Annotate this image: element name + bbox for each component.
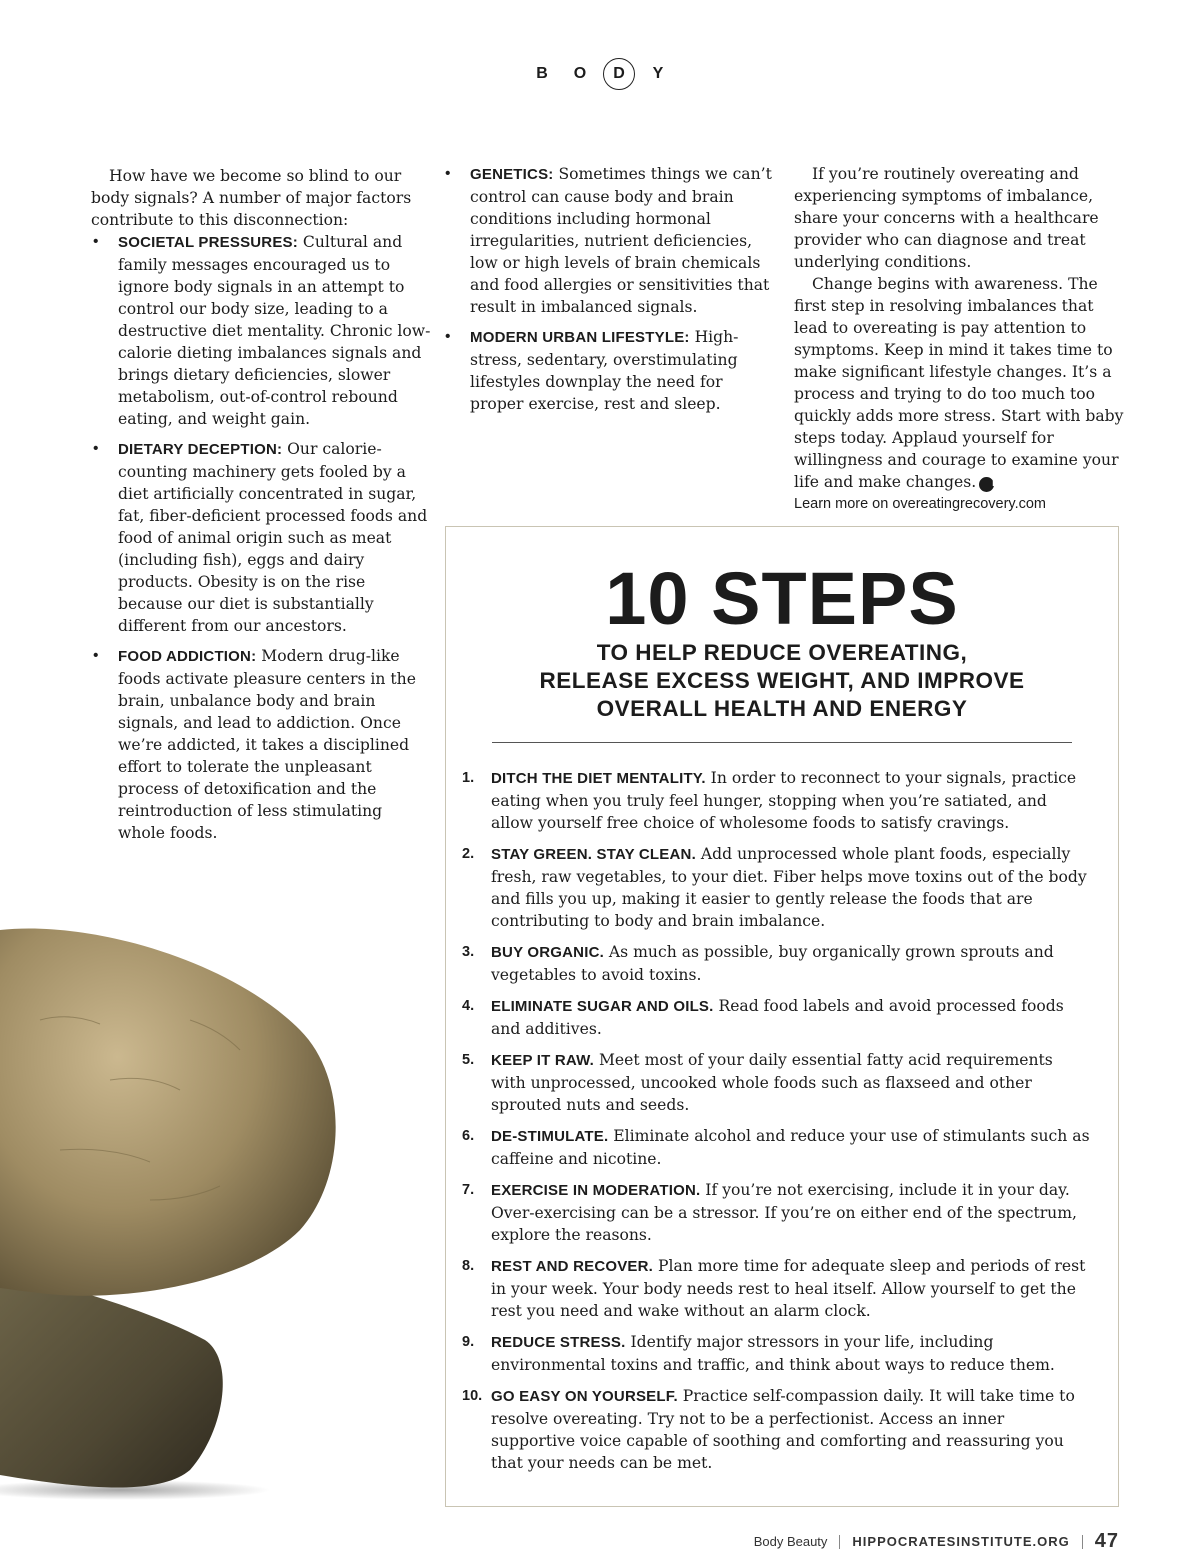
step-number: 9. xyxy=(462,1334,475,1350)
steps-list xyxy=(462,767,1092,1483)
step-text: Plan more time for adequate sleep and periods of rest in your week. Your body needs rest to heal itself. Allow yourself to get the rest you need and wake without an alarm clock. xyxy=(491,1257,1086,1320)
list-item xyxy=(443,163,773,318)
step-number: 2. xyxy=(462,846,475,862)
stones-image xyxy=(0,900,360,1500)
section-name: Body Beauty xyxy=(753,1534,828,1549)
header-letter: O xyxy=(573,65,587,82)
step-number: 10. xyxy=(462,1388,483,1404)
step-item xyxy=(462,843,1092,932)
step-title: REDUCE STRESS. xyxy=(491,1334,626,1351)
step-item xyxy=(462,1179,1092,1246)
column-2 xyxy=(443,163,773,423)
learn-more-link[interactable]: Learn more on overeatingrecovery.com xyxy=(794,496,1046,512)
step-title: DE-STIMULATE. xyxy=(491,1128,609,1145)
page-number: 47 xyxy=(1094,1530,1119,1552)
item-lead: DIETARY DECEPTION: xyxy=(118,441,283,458)
column-3 xyxy=(794,163,1124,515)
factor-list-continued xyxy=(443,163,773,415)
subtitle-line: TO HELP REDUCE OVEREATING, xyxy=(596,640,968,665)
step-number: 7. xyxy=(462,1182,475,1198)
step-text: Read food labels and avoid processed foods and additives. xyxy=(491,997,1064,1038)
step-item xyxy=(462,1125,1092,1170)
item-lead: MODERN URBAN LIFESTYLE: xyxy=(470,329,690,346)
item-text: High-stress, sedentary, overstimulating lifestyles downplay the need for proper exercise, rest and sleep. xyxy=(470,328,739,413)
step-item xyxy=(462,1049,1092,1116)
subtitle-line: RELEASE EXCESS WEIGHT, AND IMPROVE xyxy=(539,668,1025,693)
section-letters xyxy=(523,58,677,90)
list-item xyxy=(443,326,773,415)
step-text: As much as possible, buy organically grown sprouts and vegetables to avoid toxins. xyxy=(491,943,1054,984)
intro-paragraph: How have we become so blind to our body signals? A number of major factors contribute to this disconnection: xyxy=(91,167,412,229)
step-item xyxy=(462,995,1092,1040)
step-text: Add unprocessed whole plant foods, especially fresh, raw vegetables, to your diet. Fiber helps move toxins out of the body and fills you up, making it easier to gently release the foods that are contributing to body and brain imbalance. xyxy=(491,845,1087,930)
step-number: 1. xyxy=(462,770,475,786)
factor-list xyxy=(91,231,431,844)
column-1 xyxy=(91,165,431,852)
step-title: ELIMINATE SUGAR AND OILS. xyxy=(491,998,714,1015)
step-title: BUY ORGANIC. xyxy=(491,944,604,961)
subtitle-line: OVERALL HEALTH AND ENERGY xyxy=(596,696,968,721)
step-text: In order to reconnect to your signals, practice eating when you truly feel hunger, stopping when you’re satiated, and allow yourself free choice of wholesome foods to satisfy cravings. xyxy=(491,769,1077,832)
website-link[interactable]: HIPPOCRATESINSTITUTE.ORG xyxy=(852,1534,1070,1549)
step-item xyxy=(462,941,1092,986)
body-paragraph xyxy=(794,273,1124,493)
step-title: EXERCISE IN MODERATION. xyxy=(491,1182,701,1199)
step-number: 3. xyxy=(462,944,475,960)
item-text: Modern drug-like foods activate pleasure centers in the brain, unbalance body and brain signals, and lead to addiction. Once we’re addicted, it takes a disciplined effort to tolerate the unpleasant process of detoxification and the reintroduction of less stimulating whole foods. xyxy=(118,647,416,842)
divider xyxy=(492,742,1072,743)
header-letter: B xyxy=(536,65,548,82)
step-number: 6. xyxy=(462,1128,475,1144)
step-title: KEEP IT RAW. xyxy=(491,1052,594,1069)
list-item xyxy=(91,231,431,430)
step-number: 8. xyxy=(462,1258,475,1274)
end-mark-icon: H xyxy=(979,477,994,492)
item-lead: FOOD ADDICTION: xyxy=(118,648,257,665)
body-paragraph: If you’re routinely overeating and experiencing symptoms of imbalance, share your concerns with a healthcare provider who can diagnose and treat underlying conditions. xyxy=(794,165,1099,271)
step-text: Practice self-compassion daily. It will take time to resolve overeating. Try not to be a perfectionist. Access an inner supportive voice capable of soothing and comforting and reassuring you that your needs can be met. xyxy=(491,1387,1075,1472)
step-text: If you’re not exercising, include it in your day. Over-exercising can be a stressor. If you’re on either end of the spectrum, explore the reasons. xyxy=(491,1181,1077,1244)
step-number: 4. xyxy=(462,998,475,1014)
item-text: Sometimes things we can’t control can cause body and brain conditions including hormonal irregularities, nutrient deficiencies, low or high levels of brain chemicals and food allergies or sensitivities that result in imbalanced signals. xyxy=(470,165,772,316)
step-text: Meet most of your daily essential fatty acid requirements with unprocessed, uncooked whole foods such as flaxseed and other sprouted nuts and seeds. xyxy=(491,1051,1053,1114)
paragraph-text: Change begins with awareness. The first step in resolving imbalances that lead to overeating is pay attention to symptoms. Keep in mind it takes time to make significant lifestyle changes. It’s a process and trying to do too much too quickly adds more stress. Start with baby steps today. Applaud yourself for willingness and courage to examine your life and make changes. xyxy=(794,275,1124,491)
step-title: GO EASY ON YOURSELF. xyxy=(491,1388,678,1405)
step-title: DITCH THE DIET MENTALITY. xyxy=(491,770,706,787)
step-item xyxy=(462,767,1092,834)
item-lead: SOCIETAL PRESSURES: xyxy=(118,234,298,251)
header-letter-circled: D xyxy=(603,58,635,90)
step-title: STAY GREEN. STAY CLEAN. xyxy=(491,846,696,863)
box-title: 10 STEPS xyxy=(605,557,959,640)
step-title: REST AND RECOVER. xyxy=(491,1258,654,1275)
box-subtitle xyxy=(446,639,1118,723)
ten-steps-box xyxy=(445,526,1119,1507)
step-item xyxy=(462,1385,1092,1474)
header-letter: Y xyxy=(652,65,664,82)
list-item xyxy=(91,438,431,637)
item-text: Our calorie-counting machinery gets fooled by a diet artificially concentrated in sugar, fat, fiber-deficient processed foods and food of animal origin such as meat (including fish), eggs and dairy products. Obesity is on the rise because our diet is substantially different from our ancestors. xyxy=(118,440,428,635)
footer-divider xyxy=(1082,1535,1083,1549)
step-item xyxy=(462,1255,1092,1322)
section-header xyxy=(0,58,1200,88)
step-text: Identify major stressors in your life, including environmental toxins and traffic, and think about ways to reduce them. xyxy=(491,1333,1055,1374)
list-item xyxy=(91,645,431,844)
footer-divider xyxy=(839,1535,840,1549)
step-text: Eliminate alcohol and reduce your use of stimulants such as caffeine and nicotine. xyxy=(491,1127,1090,1168)
item-text: Cultural and family messages encouraged us to ignore body signals in an attempt to control our body size, leading to a destructive diet mentality. Chronic low-calorie dieting imbalances signals and brings dietary deficiencies, slower metabolism, out-of-control rebound eating, and weight gain. xyxy=(118,233,431,428)
step-item xyxy=(462,1331,1092,1376)
page-footer xyxy=(754,1530,1119,1553)
step-number: 5. xyxy=(462,1052,475,1068)
item-lead: GENETICS: xyxy=(470,166,554,183)
